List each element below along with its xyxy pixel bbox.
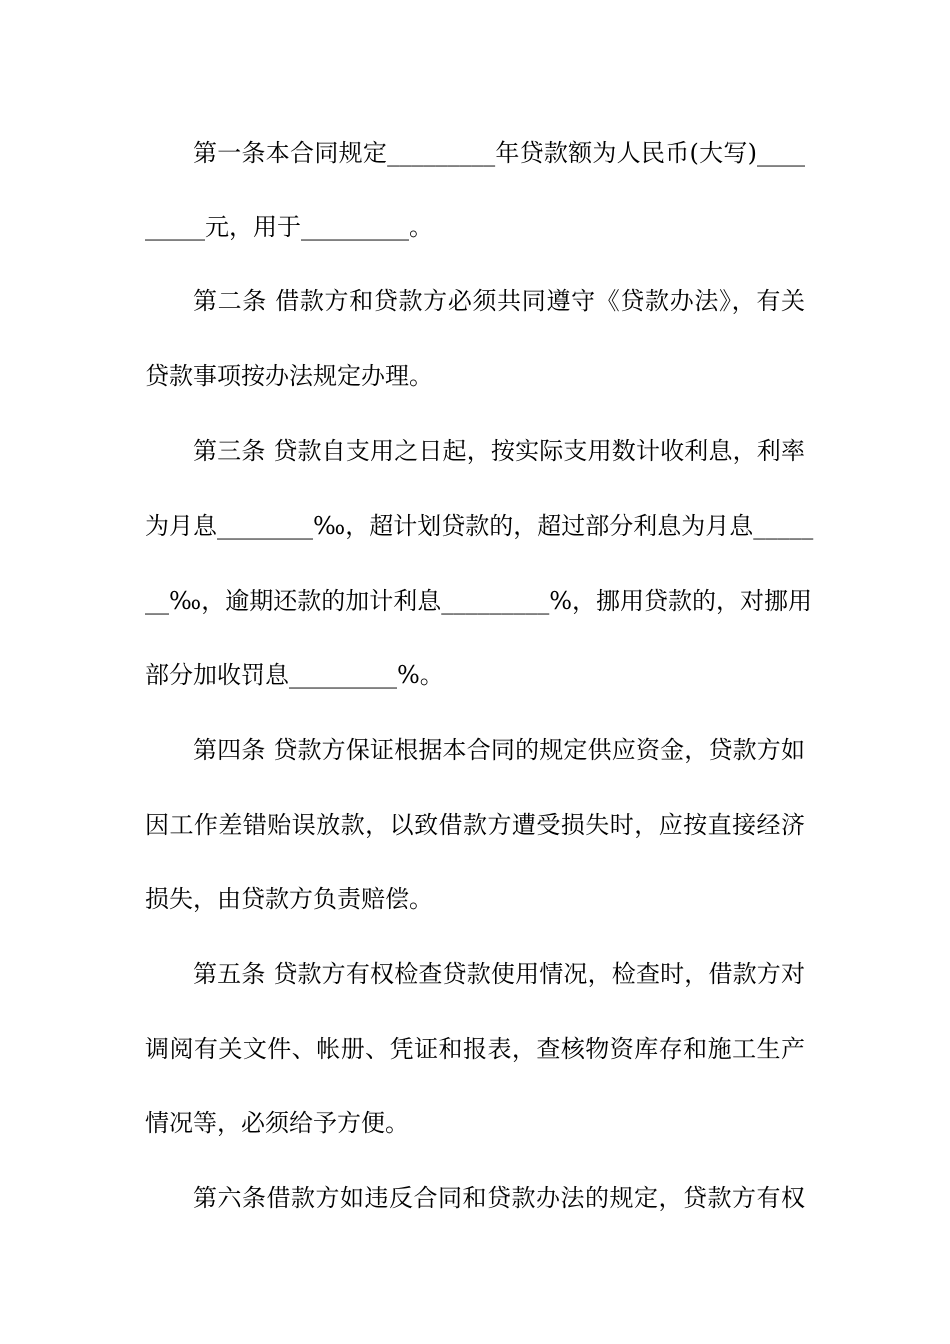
article-3-line-1: 第三条 贷款自支用之日起，按实际支用数计收利息，利率 (193, 437, 805, 465)
article-5-line-3: 情况等，必须给予方便。 (145, 1109, 409, 1137)
article-4-line-3: 损失，由贷款方负责赔偿。 (145, 885, 433, 913)
article-3-line-2: 为月息________‰，超计划贷款的，超过部分利息为月息_____ (145, 512, 814, 540)
article-2-line-2: 贷款事项按办法规定办理。 (145, 362, 433, 390)
article-4-line-1: 第四条 贷款方保证根据本合同的规定供应资金，贷款方如 (193, 736, 805, 764)
article-2-line-1: 第二条 借款方和贷款方必须共同遵守《贷款办法》，有关 (193, 287, 805, 315)
article-1-line-1: 第一条本合同规定_________年贷款额为人民币(大写)____ (193, 139, 805, 167)
article-5-line-1: 第五条 贷款方有权检查贷款使用情况，检查时，借款方对 (193, 960, 805, 988)
article-5-line-2: 调阅有关文件、帐册、凭证和报表，查核物资库存和施工生产 (145, 1035, 805, 1063)
article-1-line-2: _____元，用于_________。 (145, 213, 433, 241)
article-4-line-2: 因工作差错贻误放款，以致借款方遭受损失时，应按直接经济 (145, 811, 805, 839)
article-3-line-4: 部分加收罚息_________%。 (145, 661, 444, 689)
article-6-line-1: 第六条借款方如违反合同和贷款办法的规定，贷款方有权 (193, 1184, 805, 1212)
article-3-line-3: __‰，逾期还款的加计利息_________%，挪用贷款的，对挪用 (145, 587, 813, 615)
